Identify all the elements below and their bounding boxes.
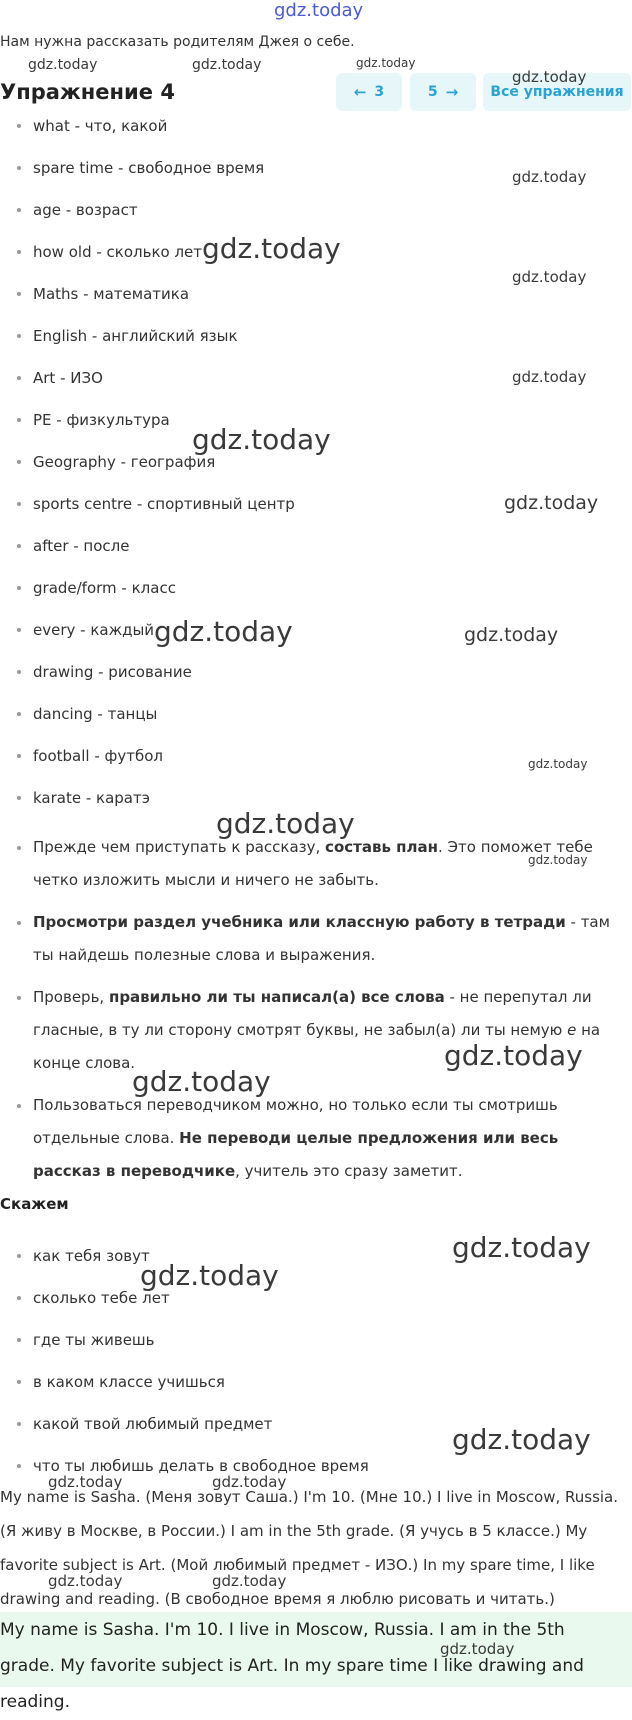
list-item: какой твой любимый предмет xyxy=(0,1403,632,1445)
arrow-right-icon: → xyxy=(445,83,459,101)
watermark: gdz.today xyxy=(440,1640,515,1658)
watermark: gdz.today xyxy=(452,1423,591,1456)
watermark: gdz.today xyxy=(512,68,587,86)
tip-item: Проверь, правильно ли ты написал(а) все слова - не перепутал ли гласные, в ту ли сторону смотрят буквы, не забыл(а) ли ты немую e на конце слова. xyxy=(0,981,632,1080)
watermark: gdz.today xyxy=(202,232,341,265)
list-item: age - возраст xyxy=(0,189,632,231)
list-item: what - что, какой xyxy=(0,105,632,147)
essay-text: My name is Sasha. (Меня зовут Саша.) I'm 10. (Мне 10.) I live in Moscow, Russia. (Я живу в Москве, в России.) I am in the 5th grade. (Я учусь в 5 классе.) My favorite subject is Art. (Мой любимый предмет - ИЗО.) In my spare time, I like drawing and reading. (В свободное время я люблю рисовать и читать.) xyxy=(0,1488,619,1608)
watermark: gdz.today xyxy=(140,1259,279,1292)
result-text: My name is Sasha. I'm 10. I live in Moscow, Russia. I am in the 5th grade. My favorite subject is Art. In my spare time I like drawing and reading. xyxy=(0,1620,584,1712)
tip-item: Просмотри раздел учебника или классную работу в тетради - там ты найдешь полезные слова и выражения. xyxy=(0,906,632,972)
watermark: gdz.today xyxy=(464,624,559,646)
list-item: dancing - танцы xyxy=(0,693,632,735)
list-item: в каком классе учишься xyxy=(0,1361,632,1403)
watermark: gdz.today xyxy=(512,168,587,186)
list-item: karate - каратэ xyxy=(0,777,632,819)
watermark: gdz.today xyxy=(504,492,599,514)
tip-item: Прежде чем приступать к рассказу, составь план. Это поможет тебе четко изложить мысли и ничего не забыть. xyxy=(0,831,632,897)
vocab-list xyxy=(0,105,632,819)
list-item: что ты любишь делать в свободное время xyxy=(0,1445,632,1487)
watermark: gdz.today xyxy=(48,1572,123,1590)
list-item: English - английский язык xyxy=(0,315,632,357)
watermark: gdz.today xyxy=(216,807,355,840)
next-exercise-label: 5 xyxy=(427,84,438,100)
watermark: gdz.today xyxy=(192,57,262,73)
list-item: every - каждый xyxy=(0,609,632,651)
list-item: after - после xyxy=(0,525,632,567)
watermark: gdz.today xyxy=(132,1065,271,1098)
list-item: sports centre - спортивный центр xyxy=(0,483,632,525)
watermark: gdz.today xyxy=(444,1039,583,1072)
tips-list xyxy=(0,831,632,1197)
watermark: gdz.today xyxy=(48,1473,123,1491)
watermark: gdz.today xyxy=(212,1473,287,1491)
list-item: drawing - рисование xyxy=(0,651,632,693)
watermark: gdz.today xyxy=(28,57,98,73)
list-item: Geography - география xyxy=(0,441,632,483)
prev-exercise-label: 3 xyxy=(374,84,385,100)
watermark: gdz.today xyxy=(192,423,331,456)
exercise-title: Упражнение 4 xyxy=(0,80,175,104)
site-watermark: gdz.today xyxy=(274,0,364,21)
all-exercises-label: Все упражнения xyxy=(490,84,624,100)
watermark: gdz.today xyxy=(452,1231,591,1264)
list-item: PE - физкультура xyxy=(0,399,632,441)
list-item: football - футбол xyxy=(0,735,632,777)
list-item: Maths - математика xyxy=(0,273,632,315)
list-item: где ты живешь xyxy=(0,1319,632,1361)
intro-text: Нам нужна рассказать родителям Джея о себе. xyxy=(0,34,355,50)
list-item: сколько тебе лет xyxy=(0,1277,632,1319)
arrow-left-icon: ← xyxy=(353,83,367,101)
list-item: grade/form - класс xyxy=(0,567,632,609)
watermark: gdz.today xyxy=(154,615,293,648)
list-item: Art - ИЗО xyxy=(0,357,632,399)
watermark: gdz.today xyxy=(356,56,416,70)
watermark: gdz.today xyxy=(212,1572,287,1590)
say-section-title: Скажем xyxy=(0,1195,69,1213)
watermark: gdz.today xyxy=(528,853,588,867)
list-item: как тебя зовут xyxy=(0,1235,632,1277)
watermark: gdz.today xyxy=(528,757,588,771)
watermark: gdz.today xyxy=(512,368,587,386)
list-item: how old - сколько лет xyxy=(0,231,632,273)
list-item: spare time - свободное время xyxy=(0,147,632,189)
result-box xyxy=(0,1612,632,1712)
watermark: gdz.today xyxy=(512,268,587,286)
tip-item: Пользоваться переводчиком можно, но только если ты смотришь отдельные слова. Не переводи целые предложения или весь рассказ в переводчике, учитель это сразу заметит. xyxy=(0,1089,632,1188)
